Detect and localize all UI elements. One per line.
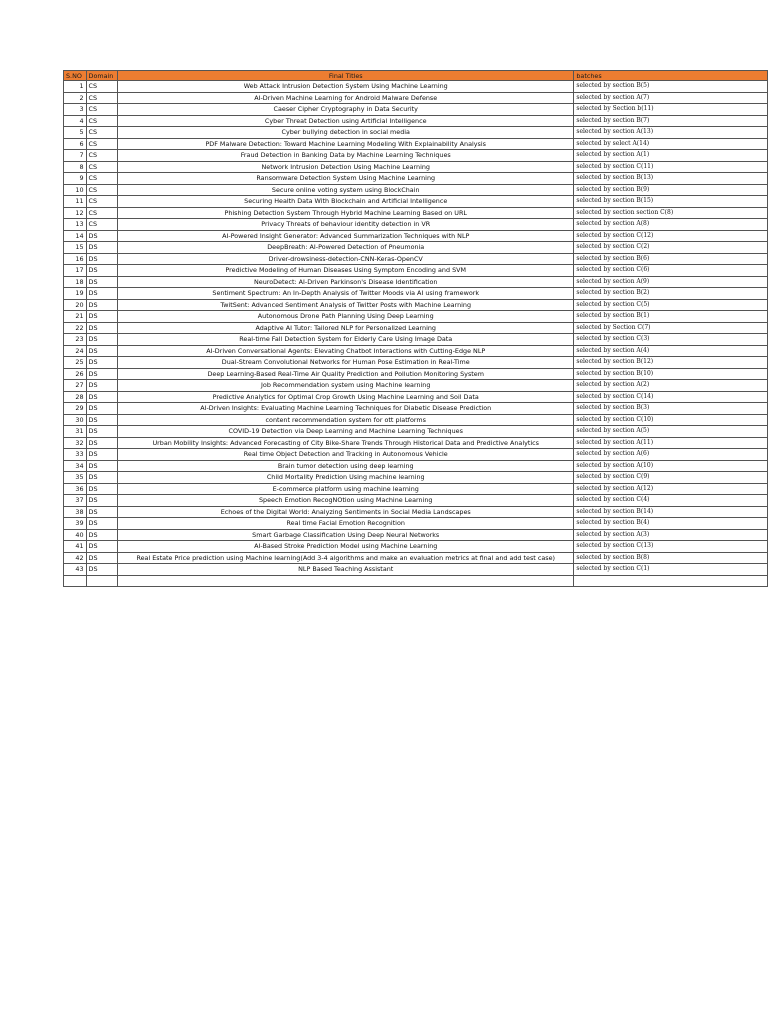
sno-cell[interactable]: 20 [64, 299, 87, 311]
sno-cell[interactable]: 4 [64, 115, 87, 127]
title-cell[interactable]: Fraud Detection in Banking Data by Machine Learning Techniques [118, 150, 574, 162]
sno-cell[interactable]: 10 [64, 184, 87, 196]
domain-cell[interactable]: DS [86, 299, 118, 311]
title-cell[interactable]: Deep Learning-Based Real-Time Air Quality Prediction and Pollution Monitoring System [118, 368, 574, 380]
batch-cell[interactable]: selected by section C(10) [574, 414, 768, 426]
batch-cell[interactable]: selected by section B(5) [574, 81, 768, 93]
table-row [64, 161, 768, 173]
title-cell[interactable]: Dual-Stream Convolutional Networks for Human Pose Estimation in Real-Time [118, 357, 574, 369]
sno-cell[interactable]: 31 [64, 426, 87, 438]
batch-cell[interactable]: selected by section B(9) [574, 184, 768, 196]
domain-cell[interactable]: DS [86, 564, 118, 576]
sno-cell[interactable]: 24 [64, 345, 87, 357]
title-cell[interactable]: Secure online voting system using BlockChain [118, 184, 574, 196]
sno-cell[interactable]: 8 [64, 161, 87, 173]
sno-cell[interactable]: 38 [64, 506, 87, 518]
title-cell[interactable]: Sentiment Spectrum: An In-Depth Analysis of Twitter Moods via AI using framework [118, 288, 574, 300]
empty-row [64, 575, 768, 587]
domain-cell[interactable]: DS [86, 437, 118, 449]
header-batches[interactable]: batches [574, 71, 768, 81]
sno-cell[interactable]: 25 [64, 357, 87, 369]
batch-cell[interactable]: selected by section A(4) [574, 345, 768, 357]
batch-cell[interactable]: selected by section A(12) [574, 483, 768, 495]
domain-cell[interactable]: DS [86, 460, 118, 472]
batch-cell[interactable]: selected by section C(4) [574, 495, 768, 507]
sno-cell[interactable]: 32 [64, 437, 87, 449]
table-row [64, 184, 768, 196]
title-cell[interactable]: Caeser Cipher Cryptography in Data Security [118, 104, 574, 116]
batch-cell[interactable]: selected by section A(5) [574, 426, 768, 438]
domain-cell[interactable]: CS [86, 81, 118, 93]
table-row [64, 380, 768, 392]
sno-cell[interactable]: 23 [64, 334, 87, 346]
title-cell[interactable]: Real time Facial Emotion Recognition [118, 518, 574, 530]
title-cell[interactable]: TwitSent: Advanced Sentiment Analysis of Twitter Posts with Machine Learning [118, 299, 574, 311]
domain-cell[interactable]: DS [86, 518, 118, 530]
title-cell[interactable]: AI-Driven Conversational Agents: Elevating Chatbot Interactions with Cutting-Edge NLP [118, 345, 574, 357]
table-row [64, 196, 768, 208]
sno-cell[interactable]: 16 [64, 253, 87, 265]
domain-cell[interactable]: DS [86, 334, 118, 346]
table-row [64, 150, 768, 162]
header-row [64, 71, 768, 81]
title-cell[interactable]: Urban Mobility Insights: Advanced Forecasting of City Bike-Share Trends Through Historical Data and Predictive Analytics [118, 437, 574, 449]
title-cell[interactable]: AI-Driven Insights: Evaluating Machine Learning Techniques for Diabetic Disease Prediction [118, 403, 574, 415]
sno-cell[interactable]: 15 [64, 242, 87, 254]
table-row [64, 368, 768, 380]
table-row [64, 426, 768, 438]
title-cell[interactable]: Cyber bullying detection in social media [118, 127, 574, 139]
domain-cell[interactable]: CS [86, 104, 118, 116]
batch-cell[interactable]: selected by section A(13) [574, 127, 768, 139]
domain-cell[interactable]: CS [86, 219, 118, 231]
header-final-titles[interactable]: Final Titles [118, 71, 574, 81]
table-row [64, 334, 768, 346]
table-row [64, 449, 768, 461]
domain-cell[interactable]: DS [86, 552, 118, 564]
batch-cell[interactable]: selected by section section C(8) [574, 207, 768, 219]
sno-cell[interactable]: 26 [64, 368, 87, 380]
sno-cell[interactable]: 9 [64, 173, 87, 185]
title-cell[interactable]: COVID-19 Detection via Deep Learning and Machine Learning Techniques [118, 426, 574, 438]
table-row [64, 414, 768, 426]
batch-cell[interactable]: selected by section C(11) [574, 161, 768, 173]
table-row [64, 253, 768, 265]
domain-cell[interactable]: CS [86, 115, 118, 127]
batch-cell[interactable]: selected by section B(6) [574, 253, 768, 265]
title-cell[interactable]: Brain tumor detection using deep learning [118, 460, 574, 472]
header-sno[interactable]: S.NO [64, 71, 87, 81]
batch-cell[interactable]: selected by section A(1) [574, 150, 768, 162]
table-row [64, 173, 768, 185]
sno-cell[interactable]: 2 [64, 92, 87, 104]
projects-sheet [63, 70, 768, 587]
title-cell[interactable]: Speech Emotion RecogNOtion using Machine Learning [118, 495, 574, 507]
title-cell[interactable]: DeepBreath: AI-Powered Detection of Pneumonia [118, 242, 574, 254]
domain-cell[interactable]: DS [86, 483, 118, 495]
table-row [64, 311, 768, 323]
batch-cell[interactable]: selected by section C(3) [574, 334, 768, 346]
batch-cell[interactable]: selected by section B(12) [574, 357, 768, 369]
batch-cell[interactable]: selected by Section b(11) [574, 104, 768, 116]
domain-cell[interactable]: DS [86, 506, 118, 518]
domain-cell[interactable]: DS [86, 380, 118, 392]
table-row [64, 518, 768, 530]
sno-cell[interactable]: 39 [64, 518, 87, 530]
batch-cell[interactable]: selected by section C(5) [574, 299, 768, 311]
title-cell[interactable]: content recommendation system for ott platforms [118, 414, 574, 426]
domain-cell[interactable]: DS [86, 529, 118, 541]
sno-cell[interactable]: 19 [64, 288, 87, 300]
table-row [64, 403, 768, 415]
sno-cell[interactable]: 29 [64, 403, 87, 415]
domain-cell[interactable]: CS [86, 92, 118, 104]
domain-cell[interactable]: DS [86, 495, 118, 507]
sno-cell[interactable]: 12 [64, 207, 87, 219]
domain-cell[interactable]: DS [86, 403, 118, 415]
domain-cell[interactable]: DS [86, 472, 118, 484]
batch-cell[interactable]: selected by Section C(7) [574, 322, 768, 334]
table-row [64, 265, 768, 277]
table-row [64, 564, 768, 576]
title-cell[interactable]: AI-Based Stroke Prediction Model using Machine Learning [118, 541, 574, 553]
batch-cell[interactable]: selected by section C(12) [574, 230, 768, 242]
title-cell[interactable]: Job Recommendation system using Machine learning [118, 380, 574, 392]
table-row [64, 115, 768, 127]
table-row [64, 207, 768, 219]
empty-cell[interactable] [118, 575, 574, 587]
title-cell[interactable]: Privacy Threats of behaviour identity detection in VR [118, 219, 574, 231]
domain-cell[interactable]: DS [86, 449, 118, 461]
batch-cell[interactable]: selected by section A(2) [574, 380, 768, 392]
sno-cell[interactable]: 34 [64, 460, 87, 472]
sno-cell[interactable]: 13 [64, 219, 87, 231]
sno-cell[interactable]: 27 [64, 380, 87, 392]
domain-cell[interactable]: DS [86, 276, 118, 288]
table-row [64, 230, 768, 242]
title-cell[interactable]: Network Intrusion Detection Using Machine Learning [118, 161, 574, 173]
sno-cell[interactable]: 40 [64, 529, 87, 541]
title-cell[interactable]: Web Attack Intrusion Detection System Using Machine Learning [118, 81, 574, 93]
domain-cell[interactable]: CS [86, 184, 118, 196]
domain-cell[interactable]: CS [86, 127, 118, 139]
batch-cell[interactable]: selected by section B(14) [574, 506, 768, 518]
sno-cell[interactable]: 35 [64, 472, 87, 484]
batch-cell[interactable]: selected by section B(4) [574, 518, 768, 530]
table-row [64, 242, 768, 254]
domain-cell[interactable]: DS [86, 288, 118, 300]
batch-cell[interactable]: selected by select A(14) [574, 138, 768, 150]
sno-cell[interactable]: 37 [64, 495, 87, 507]
sno-cell[interactable]: 14 [64, 230, 87, 242]
domain-cell[interactable]: DS [86, 230, 118, 242]
sno-cell[interactable]: 33 [64, 449, 87, 461]
sno-cell[interactable]: 17 [64, 265, 87, 277]
title-cell[interactable]: Cyber Threat Detection using Artificial Intelligence [118, 115, 574, 127]
table-row [64, 288, 768, 300]
batch-cell[interactable]: selected by section C(14) [574, 391, 768, 403]
domain-cell[interactable]: CS [86, 138, 118, 150]
batch-cell[interactable]: selected by section C(13) [574, 541, 768, 553]
batch-cell[interactable]: selected by section A(11) [574, 437, 768, 449]
domain-cell[interactable]: DS [86, 242, 118, 254]
domain-cell[interactable]: DS [86, 253, 118, 265]
domain-cell[interactable]: DS [86, 265, 118, 277]
title-cell[interactable]: NeuroDetect: AI-Driven Parkinson's Disease Identification [118, 276, 574, 288]
batch-cell[interactable]: selected by section C(1) [574, 564, 768, 576]
table-row [64, 506, 768, 518]
title-cell[interactable]: E-commerce platform using machine learning [118, 483, 574, 495]
table-row [64, 483, 768, 495]
sno-cell[interactable]: 6 [64, 138, 87, 150]
table-row [64, 276, 768, 288]
title-cell[interactable]: Securing Health Data With Blockchain and Artificial Intelligence [118, 196, 574, 208]
table-row [64, 219, 768, 231]
title-cell[interactable]: Child Mortality Prediction Using machine learning [118, 472, 574, 484]
batch-cell[interactable]: selected by section B(3) [574, 403, 768, 415]
batch-cell[interactable]: selected by section B(2) [574, 288, 768, 300]
batch-cell[interactable]: selected by section C(9) [574, 472, 768, 484]
sno-cell[interactable]: 22 [64, 322, 87, 334]
title-cell[interactable]: AI-Driven Machine Learning for Android Malware Defense [118, 92, 574, 104]
sno-cell[interactable]: 42 [64, 552, 87, 564]
title-cell[interactable]: Phishing Detection System Through Hybrid Machine Learning Based on URL [118, 207, 574, 219]
sno-cell[interactable]: 21 [64, 311, 87, 323]
table-row [64, 104, 768, 116]
title-cell[interactable]: PDF Malware Detection: Toward Machine Learning Modeling With Explainability Analysis [118, 138, 574, 150]
domain-cell[interactable]: DS [86, 391, 118, 403]
title-cell[interactable]: Predictive Modeling of Human Diseases Using Symptom Encoding and SVM [118, 265, 574, 277]
domain-cell[interactable]: CS [86, 173, 118, 185]
table-row [64, 345, 768, 357]
table-row [64, 552, 768, 564]
sno-cell[interactable]: 43 [64, 564, 87, 576]
batch-cell[interactable]: selected by section A(6) [574, 449, 768, 461]
domain-cell[interactable]: DS [86, 368, 118, 380]
sno-cell[interactable]: 11 [64, 196, 87, 208]
domain-cell[interactable]: CS [86, 207, 118, 219]
domain-cell[interactable]: DS [86, 541, 118, 553]
domain-cell[interactable]: CS [86, 150, 118, 162]
title-cell[interactable]: Adaptive AI Tutor: Tailored NLP for Personalized Learning [118, 322, 574, 334]
table-row [64, 81, 768, 93]
batch-cell[interactable]: selected by section B(1) [574, 311, 768, 323]
sno-cell[interactable]: 30 [64, 414, 87, 426]
table-row [64, 299, 768, 311]
title-cell[interactable]: Real time Object Detection and Tracking in Autonomous Vehicle [118, 449, 574, 461]
title-cell[interactable]: Driver-drowsiness-detection-CNN-Keras-OpenCV [118, 253, 574, 265]
batch-cell[interactable]: selected by section B(10) [574, 368, 768, 380]
domain-cell[interactable]: CS [86, 196, 118, 208]
domain-cell[interactable]: DS [86, 357, 118, 369]
batch-cell[interactable]: selected by section B(13) [574, 173, 768, 185]
title-cell[interactable]: Ransomware Detection System Using Machine Learning [118, 173, 574, 185]
title-cell[interactable]: Autonomous Drone Path Planning Using Deep Learning [118, 311, 574, 323]
domain-cell[interactable]: DS [86, 322, 118, 334]
table-row [64, 127, 768, 139]
sno-cell[interactable]: 18 [64, 276, 87, 288]
sno-cell[interactable]: 41 [64, 541, 87, 553]
header-domain[interactable]: Domain [86, 71, 118, 81]
empty-cell[interactable] [64, 575, 87, 587]
table-row [64, 541, 768, 553]
batch-cell[interactable]: selected by section A(10) [574, 460, 768, 472]
batch-cell[interactable]: selected by section B(7) [574, 115, 768, 127]
table-row [64, 529, 768, 541]
title-cell[interactable]: Echoes of the Digital World: Analyzing Sentiments in Social Media Landscapes [118, 506, 574, 518]
sno-cell[interactable]: 36 [64, 483, 87, 495]
domain-cell[interactable]: DS [86, 426, 118, 438]
domain-cell[interactable]: DS [86, 345, 118, 357]
domain-cell[interactable]: DS [86, 311, 118, 323]
table-row [64, 437, 768, 449]
sno-cell[interactable]: 28 [64, 391, 87, 403]
table-row [64, 357, 768, 369]
title-cell[interactable]: NLP Based Teaching Assistant [118, 564, 574, 576]
domain-cell[interactable]: CS [86, 161, 118, 173]
table-row [64, 460, 768, 472]
table-row [64, 391, 768, 403]
title-cell[interactable]: Smart Garbage Classification Using Deep Neural Networks [118, 529, 574, 541]
table-row [64, 138, 768, 150]
title-cell[interactable]: Real Estate Price prediction using Machine learning(Add 3-4 algorithms and make an evaluation metrics at final and add test case) [118, 552, 574, 564]
title-cell[interactable]: Predictive Analytics for Optimal Crop Growth Using Machine Learning and Soil Data [118, 391, 574, 403]
batch-cell[interactable]: selected by section A(8) [574, 219, 768, 231]
empty-cell[interactable] [574, 575, 768, 587]
batch-cell[interactable]: selected by section C(2) [574, 242, 768, 254]
batch-cell[interactable]: selected by section A(3) [574, 529, 768, 541]
batch-cell[interactable]: selected by section B(15) [574, 196, 768, 208]
empty-cell[interactable] [86, 575, 118, 587]
title-cell[interactable]: AI-Powered Insight Generator: Advanced Summarization Techniques with NLP [118, 230, 574, 242]
table-row [64, 495, 768, 507]
sno-cell[interactable]: 5 [64, 127, 87, 139]
batch-cell[interactable]: selected by section B(8) [574, 552, 768, 564]
table-row [64, 472, 768, 484]
sno-cell[interactable]: 7 [64, 150, 87, 162]
sno-cell[interactable]: 1 [64, 81, 87, 93]
table-row [64, 322, 768, 334]
table-row [64, 92, 768, 104]
title-cell[interactable]: Real-time Fall Detection System for Elderly Care Using Image Data [118, 334, 574, 346]
batch-cell[interactable]: selected by section C(6) [574, 265, 768, 277]
sno-cell[interactable]: 3 [64, 104, 87, 116]
domain-cell[interactable]: DS [86, 414, 118, 426]
batch-cell[interactable]: selected by section A(7) [574, 92, 768, 104]
batch-cell[interactable]: selected by section A(9) [574, 276, 768, 288]
